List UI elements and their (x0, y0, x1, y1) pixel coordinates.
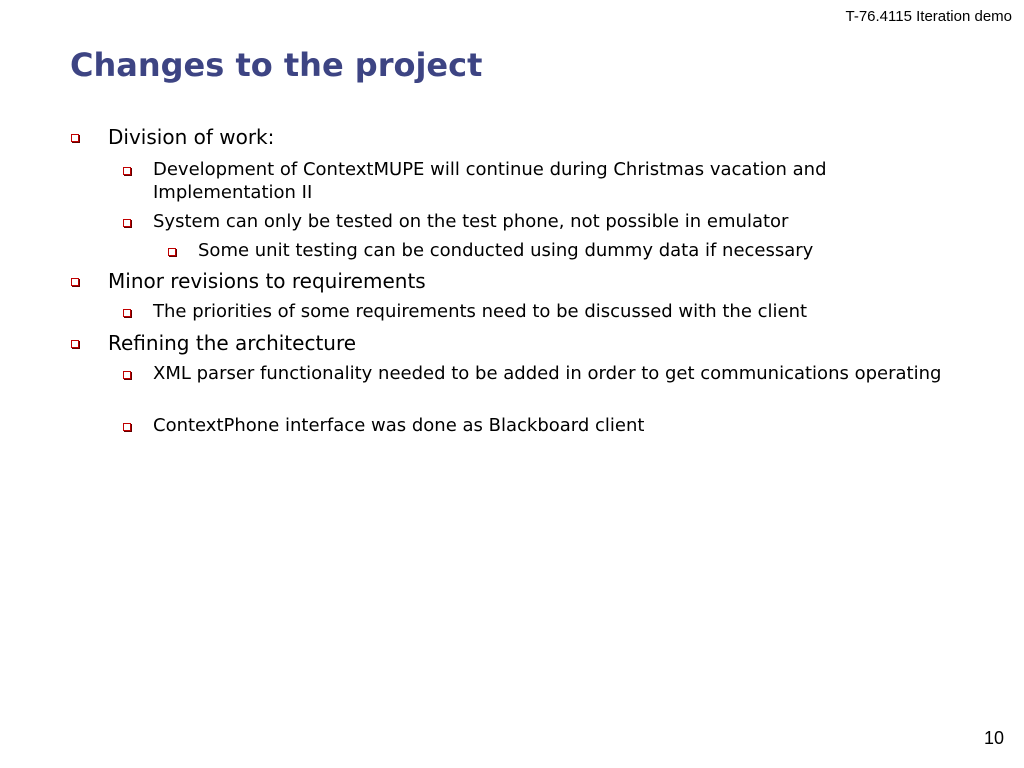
bullet-text: Refining the architecture (108, 331, 357, 355)
square-bullet-icon (71, 340, 79, 348)
bullet-text: Division of work: (108, 125, 275, 149)
course-label: T-76.4115 Iteration demo (845, 8, 1012, 25)
square-bullet-icon (123, 219, 131, 227)
slide-title: Changes to the project (70, 46, 483, 84)
square-bullet-icon (71, 278, 79, 286)
square-bullet-icon (71, 134, 79, 142)
bullet-text: Minor revisions to requirements (108, 269, 426, 293)
sub-bullet-text: Development of ContextMUPE will continue during Christmas vacation and Implementation II (153, 159, 827, 203)
sub-bullet-text: The priorities of some requirements need to be discussed with the client (153, 301, 808, 322)
square-bullet-icon (123, 309, 131, 317)
sub-bullet-item-testing (153, 210, 953, 233)
sub-bullet-item-contextphone (153, 414, 953, 437)
sub-bullet-text: XML parser functionality needed to be added in order to get communications operating (153, 363, 942, 384)
bullet-item-division-of-work (108, 125, 988, 149)
sub-bullet-item-xml-parser (153, 362, 953, 385)
sub-sub-bullet-item-unit-testing (198, 239, 958, 262)
sub-bullet-item-priorities (153, 300, 953, 323)
bullet-item-refining-architecture (108, 331, 988, 355)
square-bullet-icon (168, 248, 176, 256)
sub-bullet-text: System can only be tested on the test phone, not possible in emulator (153, 211, 789, 232)
sub-bullet-item-development (153, 158, 953, 204)
square-bullet-icon (123, 423, 131, 431)
square-bullet-icon (123, 371, 131, 379)
page-number: 10 (983, 728, 1004, 748)
sub-sub-bullet-text: Some unit testing can be conducted using dummy data if necessary (198, 240, 814, 261)
square-bullet-icon (123, 167, 131, 175)
bullet-item-minor-revisions (108, 269, 988, 293)
sub-bullet-text: ContextPhone interface was done as Blackboard client (153, 415, 645, 436)
